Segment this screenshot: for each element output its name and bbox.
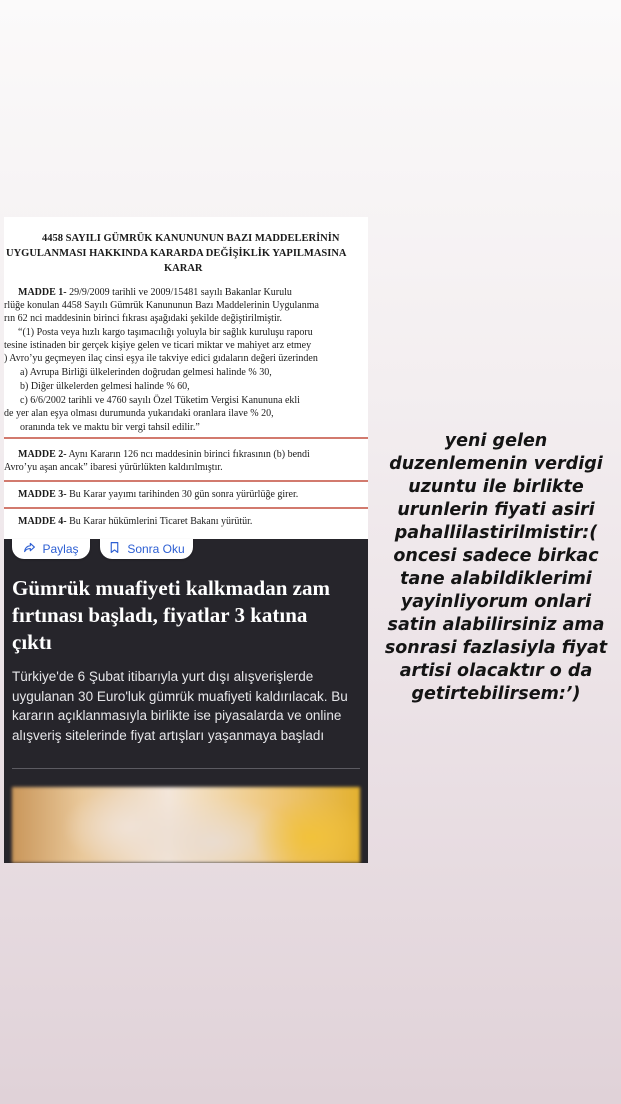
item-c-line-1: c) 6/6/2002 tarihli ve 4760 sayılı Özel Tüketim Vergisi Kanununa ekli bbox=[20, 395, 300, 406]
madde-1-line-3: rın 62 nci maddesinin birinci fıkrası aşağıdaki şekilde değiştirilmiştir. bbox=[4, 313, 283, 324]
bookmark-icon bbox=[108, 541, 121, 557]
madde-2-text: Aynı Kararın 126 ncı maddesinin birinci fıkrasının (b) bendi bbox=[66, 449, 310, 460]
article-divider bbox=[12, 768, 360, 769]
quote-line-3: ) Avro’yu geçmeyen ilaç cinsi eşya ile takviye edici gıdaların değeri üzerinden bbox=[4, 353, 318, 364]
madde-3-label: MADDE 3- bbox=[18, 489, 67, 500]
madde-1-text: 29/9/2009 tarihli ve 2009/15481 sayılı Bakanlar Kurulu bbox=[66, 287, 292, 298]
red-divider-2 bbox=[4, 480, 368, 482]
document-title-line-1: 4458 SAYILI GÜMRÜK KANUNUNUN BAZI MADDELERİNİN bbox=[42, 233, 340, 244]
share-icon bbox=[23, 541, 36, 557]
madde-2-label: MADDE 2- bbox=[18, 449, 67, 460]
madde-3-line bbox=[18, 489, 298, 501]
read-later-button[interactable] bbox=[100, 539, 193, 559]
madde-2-line-1 bbox=[18, 449, 310, 461]
madde-4-text: Bu Karar hükümlerini Ticaret Bakanı yürütür. bbox=[66, 516, 253, 527]
item-c-line-2: de yer alan eşya olması durumunda yukarıdaki oranlara ilave % 20, bbox=[4, 408, 274, 419]
red-divider-1 bbox=[4, 437, 368, 439]
news-article-panel bbox=[4, 539, 368, 863]
legal-document-excerpt bbox=[4, 217, 368, 539]
madde-4-label: MADDE 4- bbox=[18, 516, 67, 527]
share-label: Paylaş bbox=[42, 542, 79, 556]
article-image[interactable] bbox=[12, 787, 360, 863]
item-a: a) Avrupa Birliği ülkelerinden doğrudan gelmesi halinde % 30, bbox=[20, 367, 272, 378]
madde-1-label: MADDE 1- bbox=[18, 287, 67, 298]
document-title-line-3: KARAR bbox=[164, 263, 203, 274]
quote-line-2: tesine istinaden bir gerçek kişiye gelen ve ticari miktar ve mahiyet arz etmey bbox=[4, 340, 312, 351]
quote-line-1: “(1) Posta veya hızlı kargo taşımacılığı yoluyla bir sağlık kuruluşu raporu bbox=[18, 327, 313, 338]
story-screenshot-card bbox=[4, 217, 368, 863]
madde-1-line-1 bbox=[18, 287, 292, 299]
madde-3-text: Bu Karar yayımı tarihinden 30 gün sonra yürürlüğe girer. bbox=[66, 489, 299, 500]
document-title-line-2: UYGULANMASI HAKKINDA KARARDA DEĞİŞİKLİK YAPILMASINA bbox=[6, 248, 347, 259]
story-caption-text: yeni gelen duzenlemenin verdigi uzuntu ile birlikte urunlerin fiyati asiri pahallilastirilmistir:( oncesi sadece birkac tane alabildiklerimi yayinliyorum onlari satin alabilirsiniz ama sonrasi fazlasiyla fiyat artisi olacaktır o da getirtebilirsem:’) bbox=[384, 431, 608, 704]
madde-2-line-2: Avro’yu aşan ancak” ibaresi yürürlükten kaldırılmıştır. bbox=[4, 462, 223, 473]
item-b: b) Diğer ülkelerden gelmesi halinde % 60, bbox=[20, 381, 190, 392]
article-headline[interactable]: Gümrük muafiyeti kalkmadan zam fırtınası başladı, fiyatlar 3 katına çıktı bbox=[12, 576, 330, 654]
read-later-label: Sonra Oku bbox=[127, 542, 185, 556]
share-button[interactable] bbox=[12, 539, 90, 559]
article-summary: Türkiye'de 6 Şubat itibarıyla yurt dışı alışverişlerde uygulanan 30 Euro'luk gümrük muafiyeti kaldırılacak. Bu kararın açıklanmasıyla birlikte ise piyasalarda ve online alışveriş sitelerinde fiyat artışları yaşanmaya başladı bbox=[12, 669, 348, 743]
madde-1-line-2: rlüğe konulan 4458 Sayılı Gümrük Kanununun Bazı Maddelerinin Uygulanma bbox=[4, 300, 319, 311]
item-c-line-3: oranında tek ve maktu bir vergi tahsil edilir.” bbox=[20, 422, 200, 433]
red-divider-3 bbox=[4, 507, 368, 509]
madde-4-line bbox=[18, 516, 252, 528]
